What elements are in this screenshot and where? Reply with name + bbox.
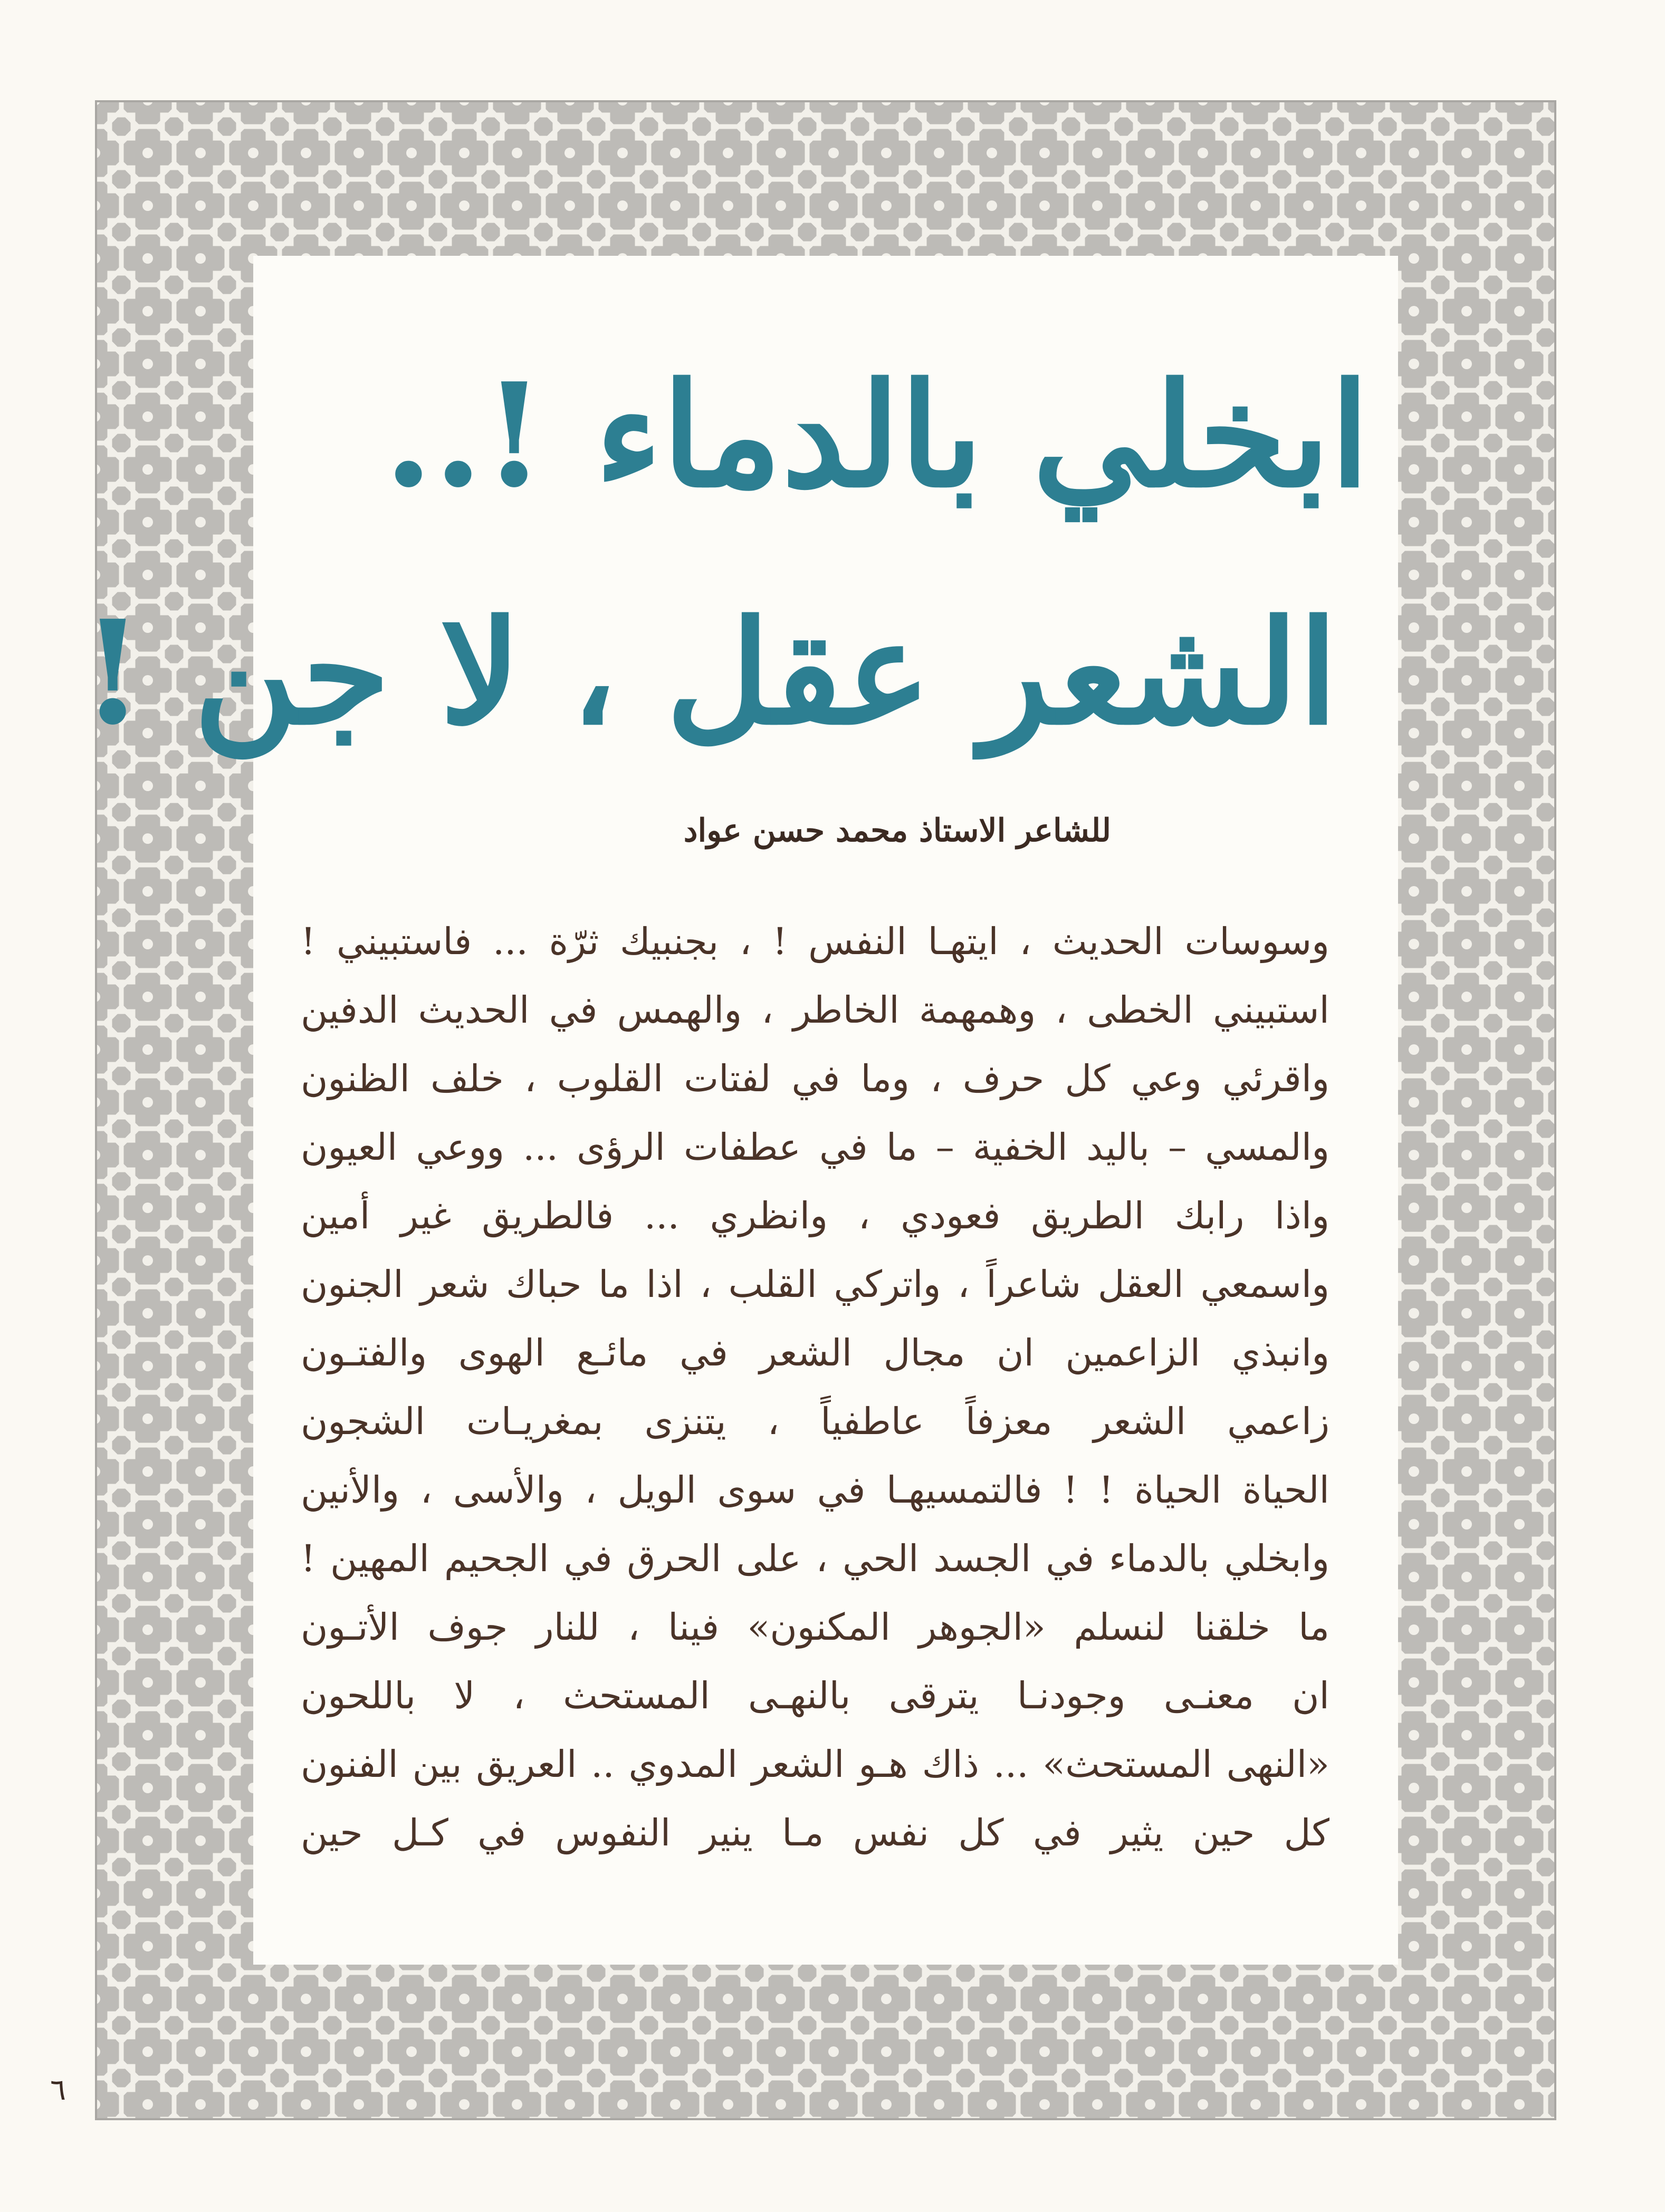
poem-body xyxy=(301,907,1329,1867)
page-number: ٦ xyxy=(50,2073,66,2107)
verse-line: والمسي – باليد الخفية – ما في عطفات الرؤى ... ووعي العيون xyxy=(301,1126,1329,1169)
verse-line: واقرئي وعي كل حرف ، وما في لفتات القلوب ، خلف الظنون xyxy=(301,1057,1329,1100)
verse-line: «النهى المستحث» ... ذاك هـو الشعر المدوي .. العريق بين الفنون xyxy=(301,1743,1329,1786)
verse-line: وابخلي بالدماء في الجسد الحي ، على الحرق في الجحيم المهين ! xyxy=(301,1537,1329,1580)
title-line-1: ابخلي بالدماء !.. xyxy=(384,351,1370,519)
verse-line: استبيني الخطى ، وهمهمة الخاطر ، والهمس في الحديث الدفين xyxy=(301,988,1329,1032)
title-line-2: الشعر عقل ، لا جن ! xyxy=(81,589,1338,756)
verse-line: وانبذي الزاعمين ان مجال الشعر في مائـع الهوى والفتـون xyxy=(301,1331,1329,1374)
verse-line: ان معنـى وجودنـا يترقى بالنهـى المستحث ، لا باللحون xyxy=(301,1674,1329,1717)
verse-line: واذا رابك الطريق فعودي ، وانظري ... فالطريق غير أمين xyxy=(301,1194,1329,1237)
verse-line: زاعمي الشعر معزفاً عاطفياً ، يتنزى بمغريـات الشجون xyxy=(301,1400,1329,1443)
verse-line: الحياة الحياة ! ! فالتمسيهـا في سوى الويل ، والأسى ، والأنين xyxy=(301,1468,1329,1512)
verse-line: كل حين يثير في كل نفس مـا ينير النفوس في كـل حين xyxy=(301,1811,1329,1854)
verse-line: واسمعي العقل شاعراً ، واتركي القلب ، اذا ما حباك شعر الجنون xyxy=(301,1263,1329,1306)
author-byline: للشاعر الاستاذ محمد حسن عواد xyxy=(683,812,1111,849)
verse-line: ما خلقنا لنسلم «الجوهر المكنون» فينا ، للنار جوف الأتـون xyxy=(301,1605,1329,1649)
verse-line: وسوسات الحديث ، ايتهـا النفس ! ، بجنبيك ثرّة ... فاستبيني ! xyxy=(301,920,1329,963)
